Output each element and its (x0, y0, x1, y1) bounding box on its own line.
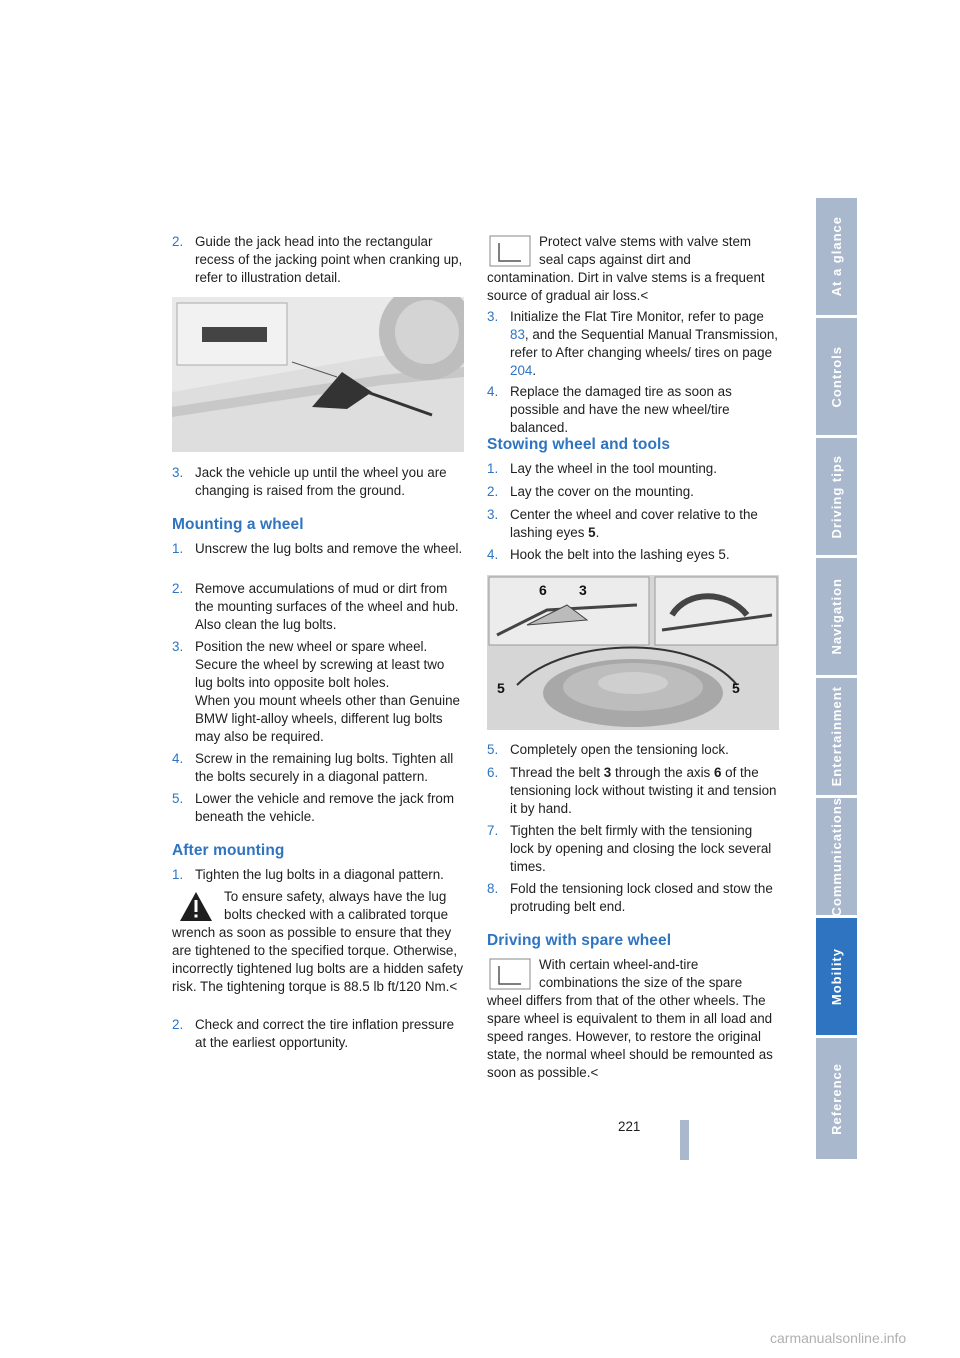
stow-step-7: 7. Tighten the belt firmly with the tensioning lock by opening and closing the lock several times. (487, 823, 772, 874)
label-5-left: 5 (497, 680, 505, 696)
mount-step-5: 5. Lower the vehicle and remove the jack from beneath the vehicle. (172, 791, 455, 824)
right-step-4: 4. Replace the damaged tire as soon as possible and have the new wheel/tire balanced. (487, 384, 732, 435)
heading-after-mounting: After mounting (172, 842, 285, 859)
step-2-jack-head: 2. Guide the jack head into the rectangular recess of the jacking point when cranking up, refer to illustration detail. (172, 234, 463, 285)
tab-entertainment[interactable]: Entertainment (816, 678, 857, 795)
watermark: carmanualsonline.info (770, 1330, 907, 1346)
after-step-2: 2. Check and correct the tire inflation pressure at the earliest opportunity. (172, 1017, 455, 1050)
page-link-83[interactable]: 83 (510, 327, 525, 342)
stowing-illustration (487, 575, 779, 730)
stow-step-5: 5. Completely open the tensioning lock. (487, 742, 729, 757)
stow-step-6: 6. Thread the belt 3 through the axis 6 of the tensioning lock without twisting it and tension it by hand. (487, 765, 777, 816)
tab-navigation[interactable]: Navigation (816, 558, 857, 675)
tab-at-a-glance[interactable]: At a glance (816, 198, 857, 315)
step-3-jack-up: 3. Jack the vehicle up until the wheel you are changing is raised from the ground. (172, 465, 447, 498)
heading-mounting-wheel: Mounting a wheel (172, 516, 304, 533)
mount-step-1: 1. Unscrew the lug bolts and remove the wheel. (172, 541, 463, 556)
stow-step-4: 4. Hook the belt into the lashing eyes 5. (487, 547, 730, 562)
mount-step-2: 2. Remove accumulations of mud or dirt from the mounting surfaces of the wheel and hub. Also clean the lug bolts. (172, 581, 459, 632)
label-3: 3 (579, 582, 587, 598)
note-symbol-icon (487, 233, 533, 269)
valve-note: Protect valve stems with valve stem seal caps against dirt and contamination. Dirt in valve stems is a frequent source of gradual air loss.< (487, 234, 765, 303)
tab-communications[interactable]: Communications (816, 798, 857, 915)
label-6: 6 (539, 582, 547, 598)
heading-spare-wheel: Driving with spare wheel (487, 932, 672, 949)
warning-triangle-icon (172, 888, 218, 924)
label-5-right: 5 (732, 680, 740, 696)
jack-illustration (172, 297, 464, 452)
tab-controls[interactable]: Controls (816, 318, 857, 435)
page-marker (680, 1120, 689, 1160)
right-step-3: 3. Initialize the Flat Tire Monitor, refer to page 83, and the Sequential Manual Transmission, refer to After changing wheels/ tires on page 204. (487, 309, 778, 378)
mount-step-4: 4. Screw in the remaining lug bolts. Tighten all the bolts securely in a diagonal pattern. (172, 751, 454, 784)
mount-step-3: 3. Position the new wheel or spare wheel. Secure the wheel by screwing at least two lug bolts into opposite bolt holes. When you mount wheels other than Genuine BMW light-alloy wheels, different lug bolts may also be required. (172, 639, 461, 744)
page-link-204[interactable]: 204 (510, 363, 533, 378)
stow-step-8: 8. Fold the tensioning lock closed and stow the protruding belt end. (487, 881, 773, 914)
tab-mobility[interactable]: Mobility (816, 918, 857, 1035)
note-symbol-icon (487, 956, 533, 992)
page-number: 221 (618, 1119, 641, 1134)
stow-step-1: 1. Lay the wheel in the tool mounting. (487, 461, 717, 476)
stow-step-3: 3. Center the wheel and cover relative to the lashing eyes 5. (487, 507, 758, 540)
after-step-1: 1. Tighten the lug bolts in a diagonal pattern. (172, 867, 444, 882)
stow-step-2: 2. Lay the cover on the mounting. (487, 484, 694, 499)
safety-warning: To ensure safety, always have the lug bolts checked with a calibrated torque wrench as soon as possible to ensure that they are tightened to the specified torque. Otherwise, incorrectly tightened lug bolts are a hidden safety risk. The tightening torque is 88.5 lb ft/120 Nm.< (172, 889, 464, 994)
tab-driving-tips[interactable]: Driving tips (816, 438, 857, 555)
heading-stowing: Stowing wheel and tools (487, 436, 671, 453)
spare-wheel-note: With certain wheel-and-tire combinations the size of the spare wheel differs from that of the other wheels. The spare wheel is equivalent to them in all load and speed ranges. However, to restore the original state, the normal wheel should be remounted as soon as possible.< (487, 957, 773, 1080)
tab-reference[interactable]: Reference (816, 1038, 857, 1159)
